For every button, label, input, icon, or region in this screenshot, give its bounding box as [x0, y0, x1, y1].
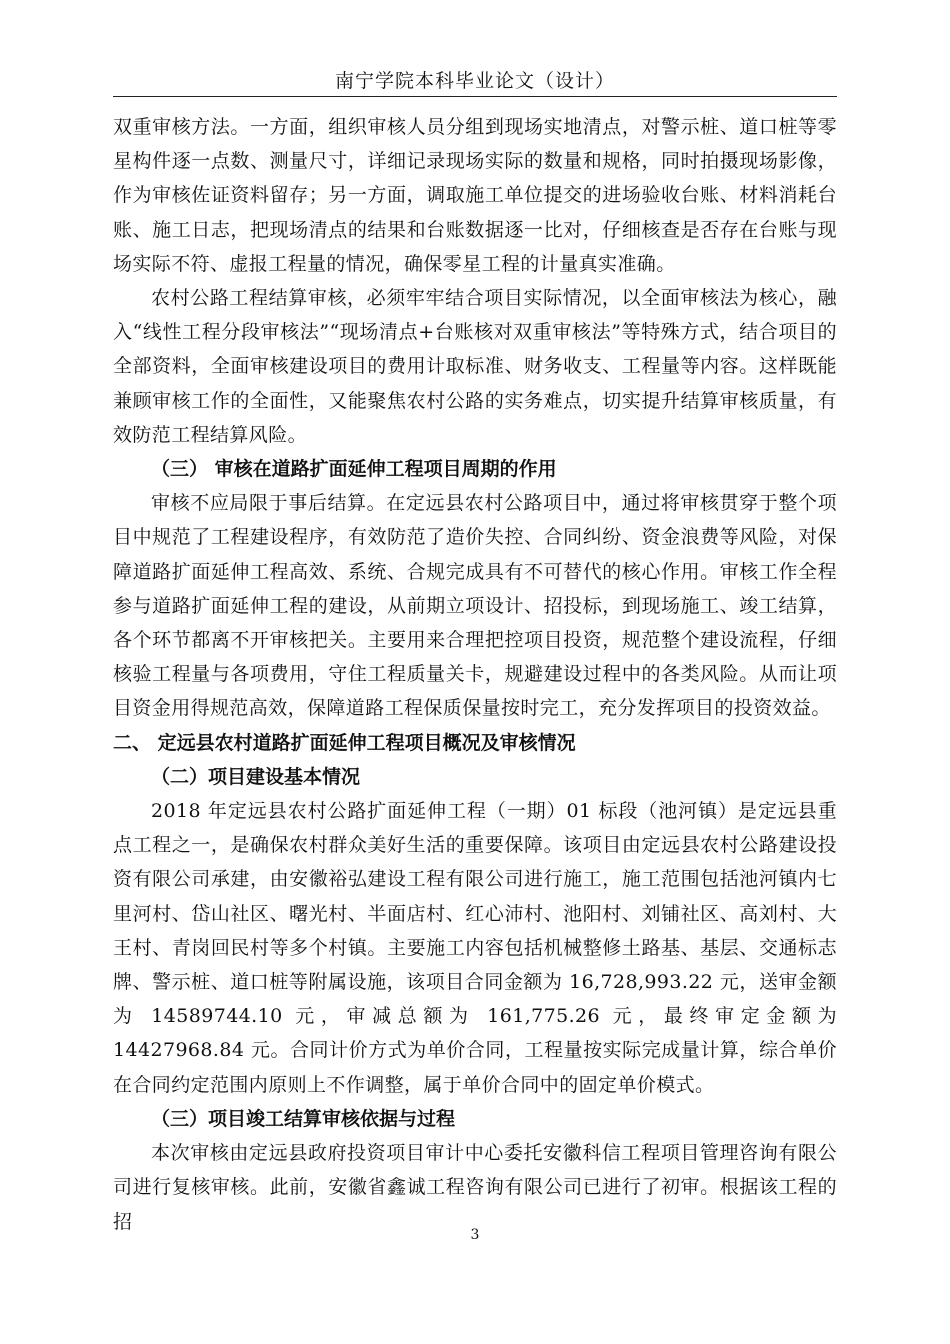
paragraph-audit-process: 本次审核由定远县政府投资项目审计中心委托安徽科信工程项目管理咨询有限公司进行复核审核。此前，安徽省鑫诚工程咨询有限公司已进行了初审。根据该工程的招 [113, 1142, 837, 1233]
paragraph-basic-info: 2018 年定远县农村公路扩面延伸工程（一期）01 标段（池河镇）是定远县重点工程之一，是确保农村群众美好生活的重要保障。该项目由定远县农村公路建设投资有限公司承建，由安徽裕弘建设工程有限公司进行施工，施工范围包括池河镇内七里河村、岱山社区、曙光村、半面店村、红心沛村、池阳村、刘铺社区、高刘村、大王村、青岗回民村等多个村镇。主要施工内容包括机械整修土路基、基层、交通标志牌、警示桩、道口桩等附属设施，该项目合同金额为 16,728,993.22 元，送审金额为 14589744.10 元，审减总额为 161,775.26 元，最终审定金额为 14427968.84 元。合同计价方式为单价合同，工程量按实际完成量计算，综合单价在合同约定范围内原则上不作调整，属于单价合同中的固定单价模式。 [113, 800, 837, 1096]
subheading-audit-process: （三）项目竣工结算审核依据与过程 [151, 1107, 456, 1130]
body-text [113, 110, 837, 1239]
paragraph-summary: 农村公路工程结算审核，必须牢牢结合项目实际情况，以全面审核法为核心，融入“线性工程分段审核法”“现场清点+台账核对双重审核法”等特殊方式，结合项目的全部资料，全面审核建设项目的费用计取标准、财务收支、工程量等内容。这样既能兼顾审核工作的全面性，又能聚焦农村公路的实务难点，切实提升结算审核质量，有效防范工程结算风险。 [113, 287, 837, 446]
paragraph-audit-role: 审核不应局限于事后结算。在定远县农村公路项目中，通过将审核贯穿于整个项目中规范了工程建设程序，有效防范了造价失控、合同纠纷、资金浪费等风险，对保障道路扩面延伸工程高效、系统、合规完成具有不可替代的核心作用。审核工作全程参与道路扩面延伸工程的建设，从前期立项设计、招投标，到现场施工、竣工结算，各个环节都离不开审核把关。主要用来合理把控项目投资，规范整个建设流程，仔细核验工程量与各项费用，守住工程质量关卡，规避建设过程中的各类风险。从而让项目资金用得规范高效，保障道路工程保质保量按时完工，充分发挥项目的投资效益。 [113, 492, 837, 720]
subheading-basic-info: （二）项目建设基本情况 [151, 765, 361, 788]
paragraph-continued: 双重审核方法。一方面，组织审核人员分组到现场实地清点，对警示桩、道口桩等零星构件逐一点数、测量尺寸，详细记录现场实际的数量和规格，同时拍摄现场影像，作为审核佐证资料留存；另一方面，调取施工单位提交的进场验收台账、材料消耗台账、施工日志，把现场清点的结果和台账数据逐一比对，仔细核查是否存在台账与现场实际不符、虚报工程量的情况，确保零星工程的计量真实准确。 [113, 116, 837, 275]
page-number: 3 [470, 1227, 480, 1243]
subheading-audit-role: （三） 审核在道路扩面延伸工程项目周期的作用 [151, 458, 557, 481]
section-heading-project-overview: 二、 定远县农村道路扩面延伸工程项目概况及审核情况 [113, 731, 576, 754]
running-header: 南宁学院本科毕业论文（设计） [334, 70, 615, 92]
header-divider [113, 96, 837, 97]
